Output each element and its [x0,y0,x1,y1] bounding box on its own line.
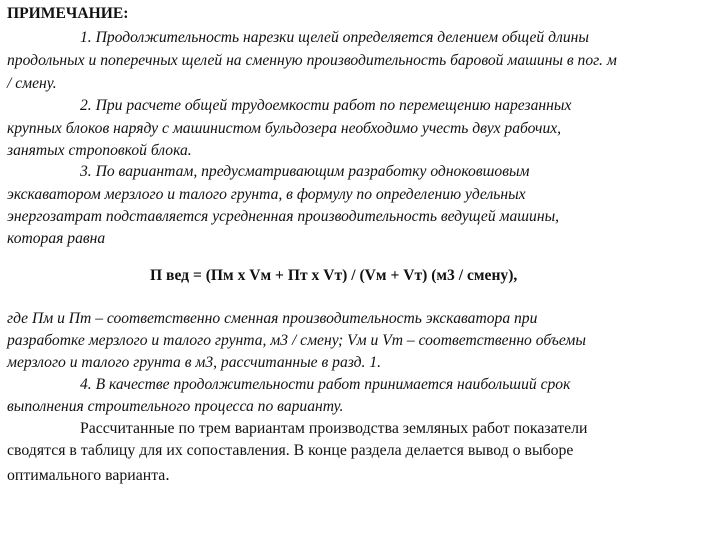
note-3-line-1: 3. По вариантам, предусматривающим разработку одноковшовым [80,163,530,180]
note-1-line-3: / смену. [7,75,57,92]
productivity-formula: П вед = (Пм х Vм + Пт х Vт) / (Vм + Vт) (м3 / смену), [150,267,518,284]
conclusion-line-3 [7,465,170,486]
explanation-line-2: разработке мерзлого и талого грунта, м3 / смену; Vм и Vт – соответственно объемы [7,332,586,349]
note-2-line-3: занятых строповкой блока. [7,142,192,159]
note-2-line-1: 2. При расчете общей трудоемкости работ по перемещению нарезанных [80,97,572,114]
conclusion-line-3-text: оптимального варианта [7,467,166,484]
conclusion-line-1: Рассчитанные по трем вариантам производства земляных работ показатели [80,420,588,437]
note-1-line-2: продольных и поперечных щелей на сменную производительность баровой машины в пог. м [7,52,617,69]
note-3-line-2: экскаватором мерзлого и талого грунта, в формулу по определению удельных [7,186,526,203]
note-2-line-2: крупных блоков наряду с машинистом бульдозера необходимо учесть двух рабочих, [7,120,562,137]
conclusion-line-2: сводятся в таблицу для их сопоставления. В конце раздела делается вывод о выборе [7,442,574,459]
note-3-line-4: которая равна [7,230,106,247]
note-1-line-1: 1. Продолжительность нарезки щелей определяется делением общей длины [80,29,589,46]
note-4-line-1: 4. В качестве продолжительности работ принимается наибольший срок [80,376,571,393]
note-heading: ПРИМЕЧАНИЕ: [7,5,129,22]
conclusion-final-period: . [165,465,170,484]
note-3-line-3: энергозатрат подставляется усредненная производительность ведущей машины, [7,208,560,225]
explanation-line-1: где Пм и Пт – соответственно сменная производительность экскаватора при [7,310,538,327]
explanation-line-3: мерзлого и талого грунта в м3, рассчитанные в разд. 1. [7,354,382,371]
note-4-line-2: выполнения строительного процесса по варианту. [7,398,344,415]
